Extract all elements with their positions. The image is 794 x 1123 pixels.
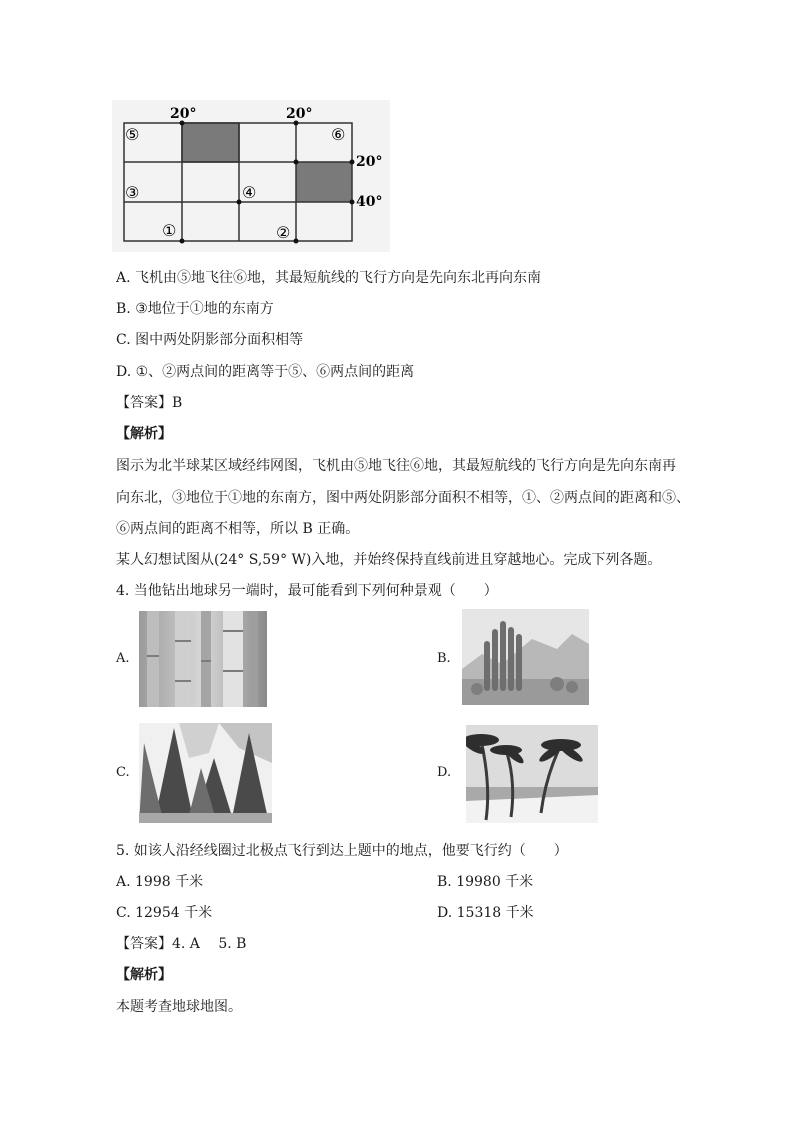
- bamboo-photo: [139, 611, 267, 707]
- graticule-diagram: [112, 100, 390, 252]
- q5-option-b: B. 19980 千米: [437, 874, 534, 890]
- q5-option-c: C. 12954 千米: [116, 905, 213, 921]
- shaded-cell-north: [182, 123, 239, 162]
- graticule-figure: [112, 100, 390, 252]
- right-label-2: 40°: [356, 194, 383, 210]
- point-2: ②: [276, 223, 291, 242]
- q3-analysis-line-3: ⑥两点间的距离不相等，所以 B 正确。: [116, 521, 360, 537]
- q45-analysis-title: 【解析】: [116, 967, 172, 983]
- q4-stem: 4. 当他钻出地球另一端时，最可能看到下列何种景观（ ）: [116, 583, 498, 599]
- q45-answer: 【答案】4. A 5. B: [116, 936, 247, 952]
- q45-analysis-text: 本题考查地球地图。: [116, 999, 242, 1015]
- q4-option-c-label: C.: [116, 765, 130, 780]
- point-1: ①: [162, 221, 177, 240]
- q3-analysis-title: 【解析】: [116, 426, 172, 442]
- q4-option-d-label: D.: [437, 765, 452, 780]
- point-6: ⑥: [331, 125, 346, 144]
- q4-option-a-label: A.: [116, 651, 130, 666]
- palm-beach-photo: [466, 725, 598, 823]
- q3-answer: 【答案】B: [116, 395, 183, 411]
- right-label-1: 20°: [356, 154, 383, 170]
- q5-stem: 5. 如该人沿经线圈过北极点飞行到达上题中的地点，他要飞行约（ ）: [116, 843, 568, 859]
- shaded-cell-east: [296, 162, 352, 202]
- top-label-2: 20°: [286, 106, 313, 122]
- top-label-1: 20°: [170, 106, 197, 122]
- q3-option-c: C. 图中两处阴影部分面积相等: [116, 332, 304, 348]
- point-5: ⑤: [125, 125, 140, 144]
- q5-option-a: A. 1998 千米: [116, 874, 204, 890]
- q3-analysis-line-1: 图示为北半球某区域经纬网图，飞机由⑤地飞往⑥地，其最短航线的飞行方向是先向东南再: [116, 458, 676, 474]
- fir-tree-photo: [139, 723, 272, 823]
- q3-option-a: A. 飞机由⑤地飞往⑥地，其最短航线的飞行方向是先向东北再向东南: [116, 270, 542, 286]
- intro-text: 某人幻想试图从(24° S,59° W)入地，并始终保持直线前进且穿越地心。完成下列各题。: [116, 552, 662, 568]
- q3-option-d: D. ①、②两点间的距离等于⑤、⑥两点间的距离: [116, 364, 415, 380]
- cactus-photo: [462, 609, 589, 705]
- q3-analysis-line-2: 向东北，③地位于①地的东南方，图中两处阴影部分面积不相等，①、②两点间的距离和⑤、: [116, 490, 690, 506]
- point-3: ③: [125, 183, 140, 202]
- point-4: ④: [242, 183, 257, 202]
- q4-option-b-label: B.: [437, 651, 451, 666]
- q3-option-b: B. ③地位于①地的东南方: [116, 301, 274, 317]
- q5-option-d: D. 15318 千米: [437, 905, 534, 921]
